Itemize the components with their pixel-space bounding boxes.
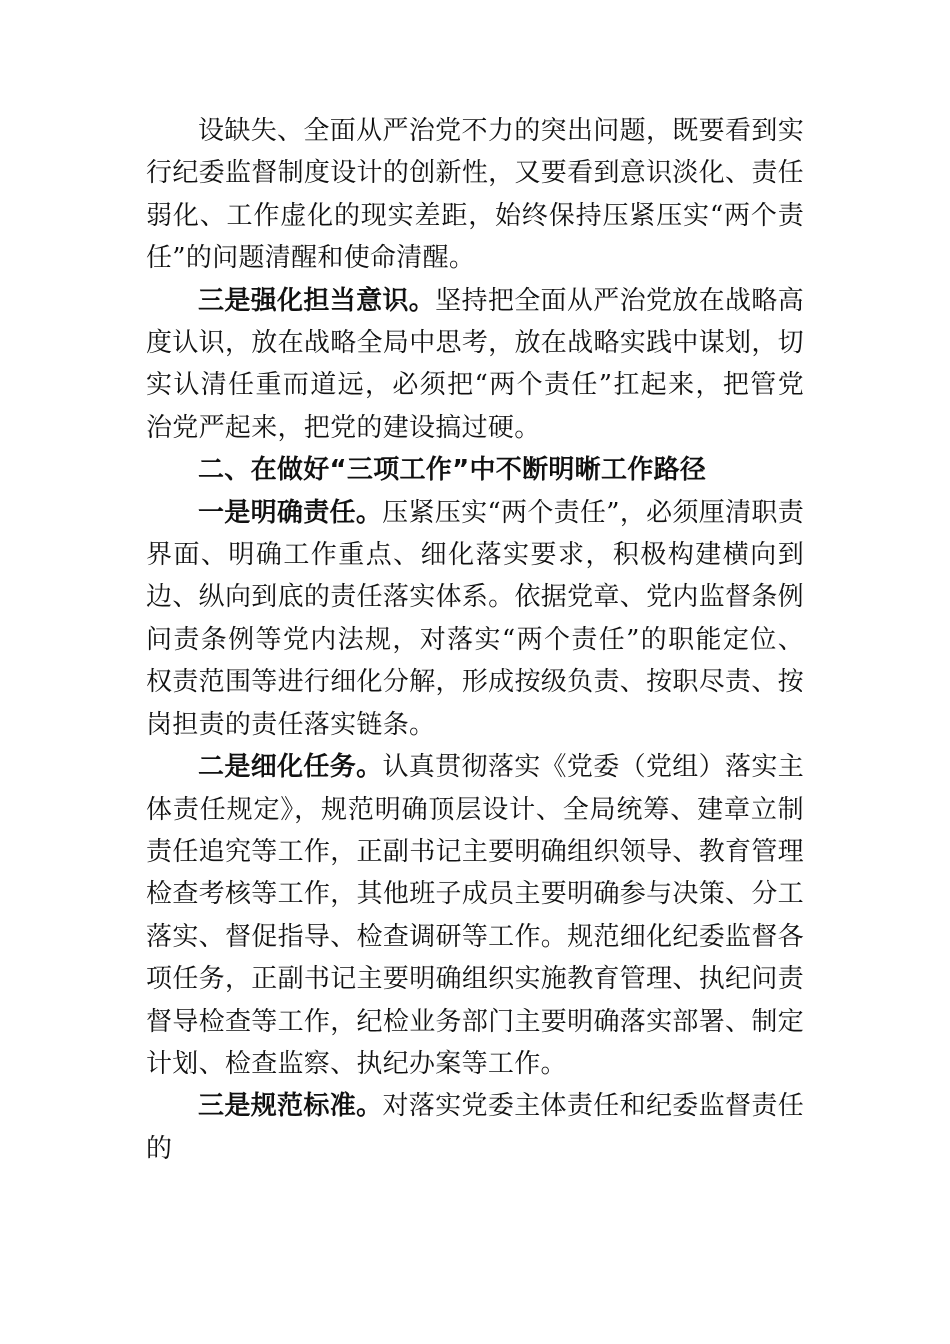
document-body xyxy=(146,110,804,1170)
paragraph-lead: 三是强化担当意识。 xyxy=(198,285,436,316)
paragraph-1 xyxy=(146,110,804,280)
paragraph-lead: 二是细化任务。 xyxy=(198,752,383,783)
paragraph-text: 认真贯彻落实《党委（党组）落实主体责任规定》，规范明确顶层设计、全局统筹、建章立制责任追究等工作，正副书记主要明确组织领导、教育管理检查考核等工作，其他班子成员主要明确参与决策、分工落实、督促指导、检查调研等工作。规范细化纪委监督各项任务，正副书记主要明确组织实施教育管理、执纪问责督导检查等工作，纪检业务部门主要明确落实部署、制定计划、检查监察、执纪办案等工作。 xyxy=(146,752,804,1079)
paragraph-text: 设缺失、全面从严治党不力的突出问题，既要看到实行纪委监督制度设计的创新性，又要看到意识淡化、责任弱化、工作虚化的现实差距，始终保持压紧压实“两个责任”的问题清醒和使命清醒。 xyxy=(146,116,804,274)
paragraph-2 xyxy=(146,280,804,450)
paragraph-4 xyxy=(146,746,804,1085)
paragraph-3 xyxy=(146,492,804,746)
paragraph-text: 对落实党委主体责任和纪委监督责任的 xyxy=(146,1091,804,1164)
paragraph-lead: 一是明确责任。 xyxy=(198,497,383,528)
section-heading: 二、在做好“三项工作”中不断明晰工作路径 xyxy=(198,455,707,486)
paragraph-text: 坚持把全面从严治党放在战略高度认识，放在战略全局中思考，放在战略实践中谋划，切实认清任重而道远，必须把“两个责任”扛起来，把管党治党严起来，把党的建设搞过硬。 xyxy=(146,285,805,443)
paragraph-5 xyxy=(146,1085,804,1170)
paragraph-lead: 三是规范标准。 xyxy=(198,1091,383,1122)
paragraph-text: 压紧压实“两个责任”，必须厘清职责界面、明确工作重点、细化落实要求，积极构建横向到边、纵向到底的责任落实体系。依据党章、党内监督条例问责条例等党内法规，对落实“两个责任”的职能定位、权责范围等进行细化分解，形成按级负责、按职尽责、按岗担责的责任落实链条。 xyxy=(146,497,804,740)
